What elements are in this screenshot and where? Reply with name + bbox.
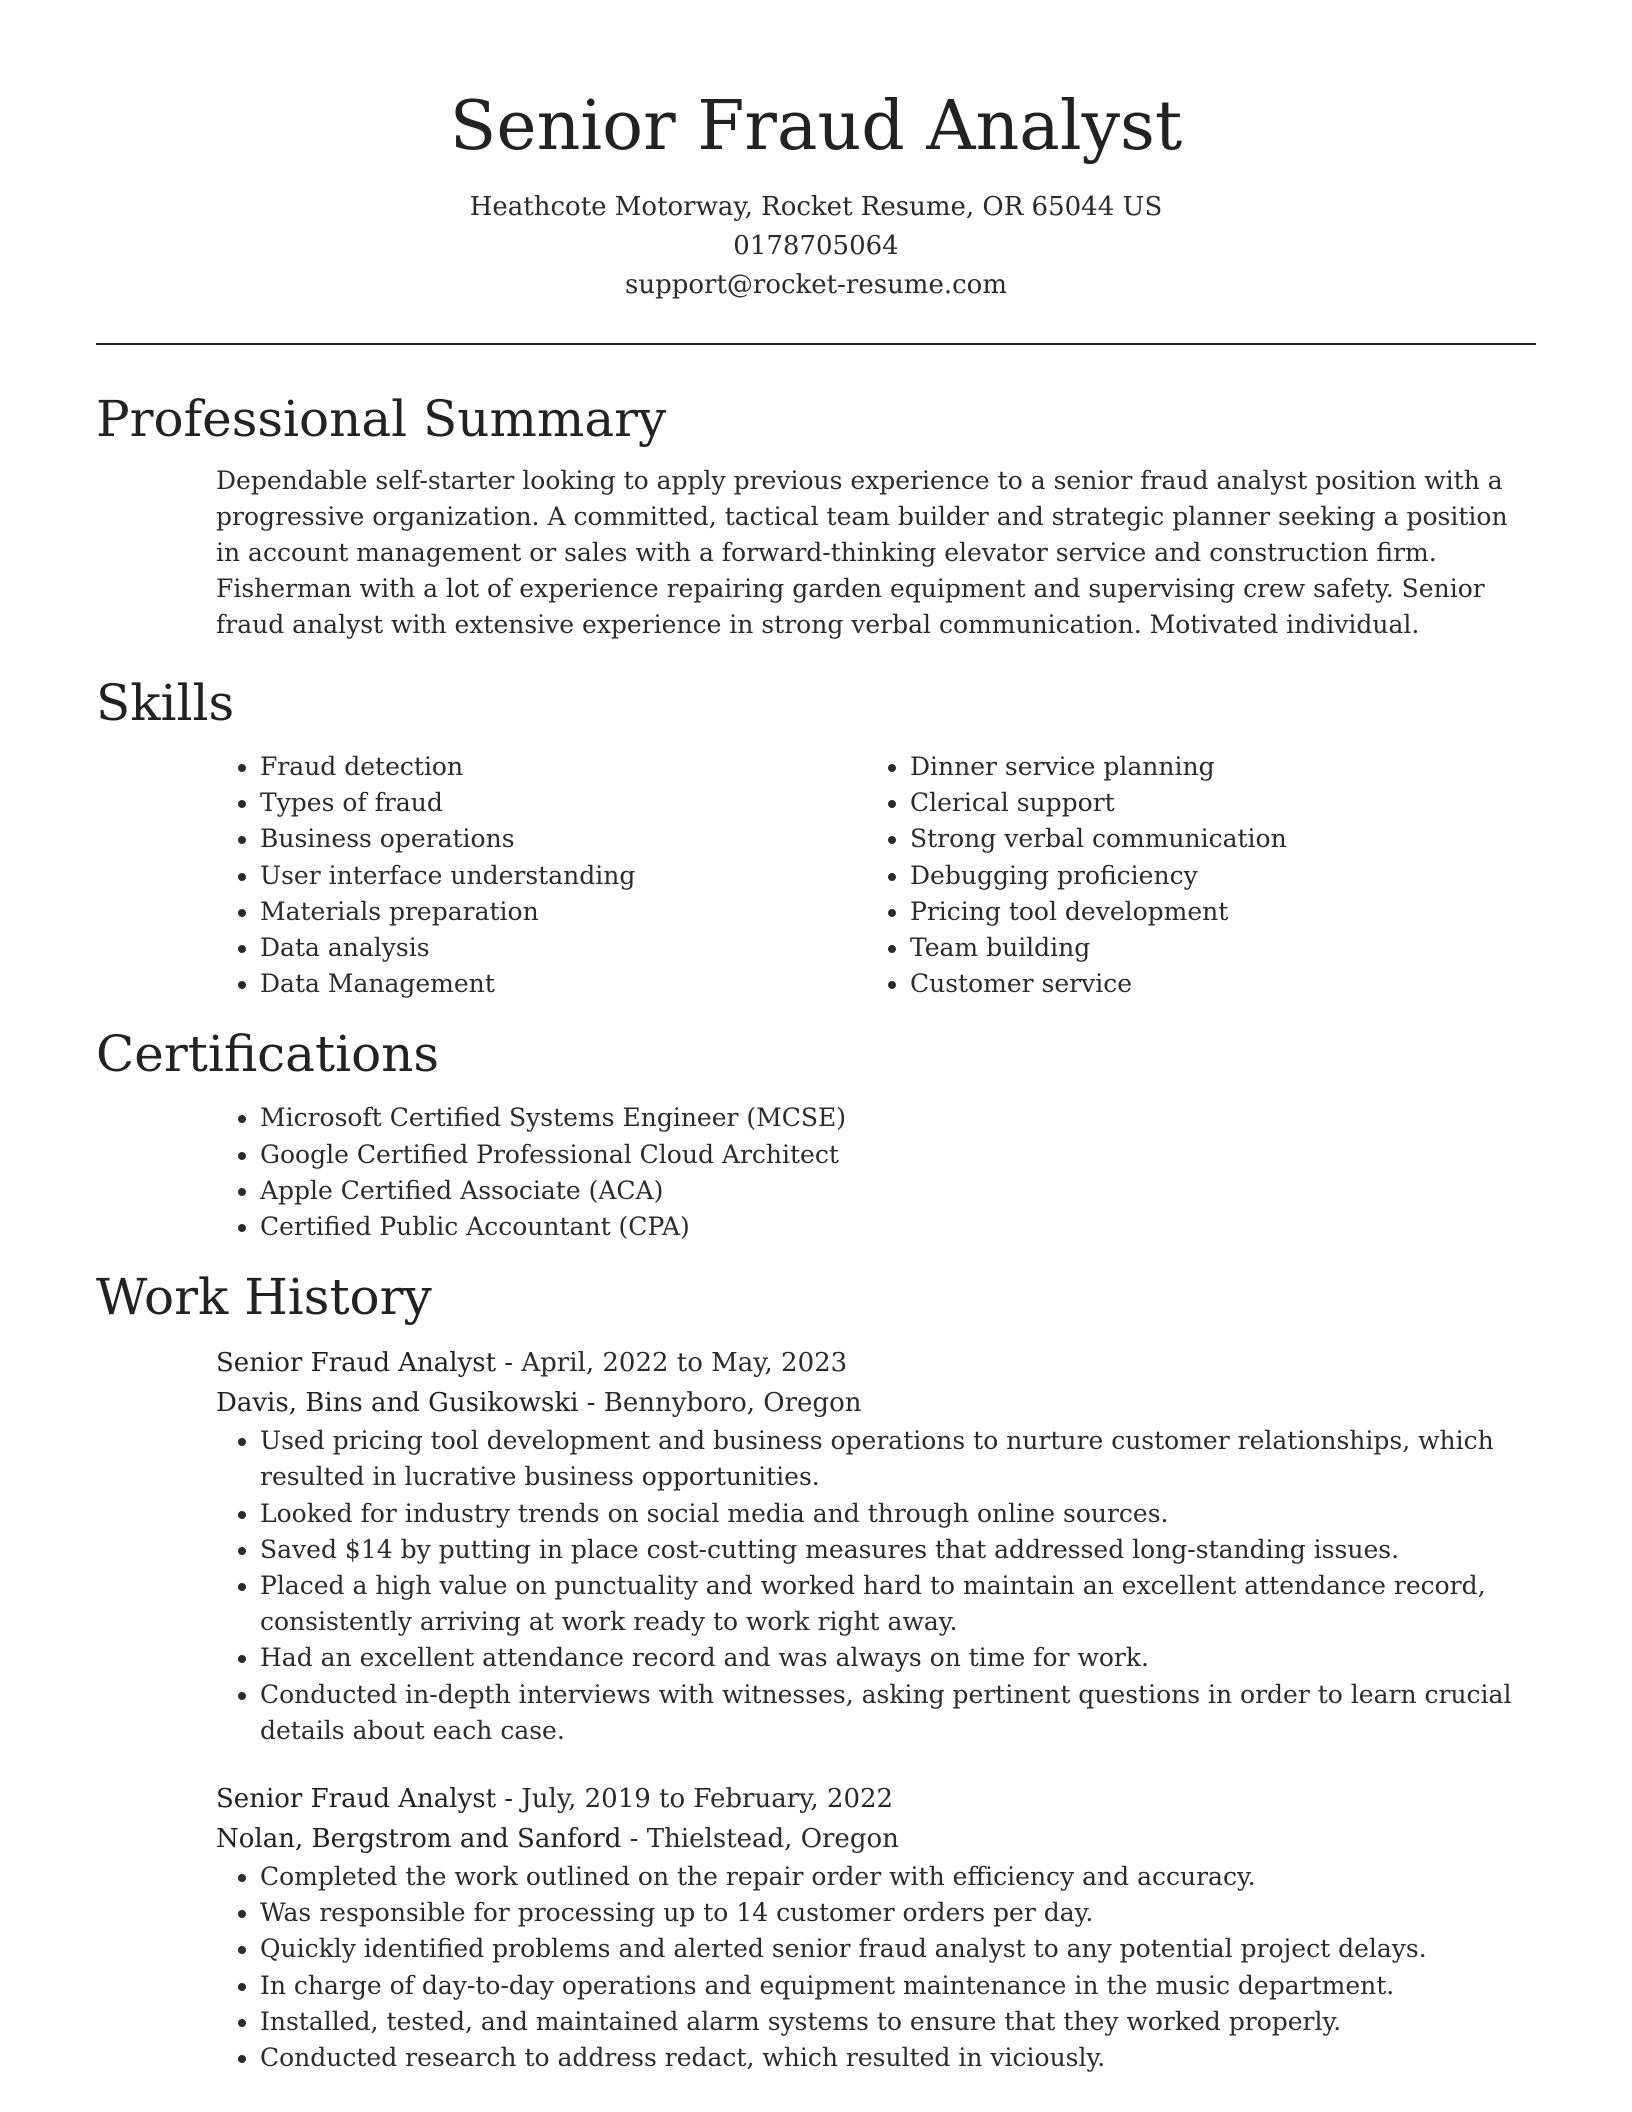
skill-item: • Strong verbal communication [910,821,1516,857]
skill-item: • Debugging proficiency [910,858,1516,894]
resume-page [96,0,1536,2076]
job-company: Nolan, Bergstrom and Sanford [216,1824,622,1855]
job-entry [216,1343,1536,1749]
skill-item: • Clerical support [910,785,1516,821]
skills-column-left [216,749,866,1002]
certification-item: • Certified Public Accountant (CPA) [260,1209,1536,1245]
job-title-line [216,1343,1536,1383]
summary-heading: Professional Summary [96,390,667,448]
skill-item: • Types of fraud [260,785,866,821]
job-bullet: • Conducted research to address redact, which resulted in viciously. [260,2040,1536,2076]
job-bullet: • Saved $14 by putting in place cost-cutting measures that addressed long-standing issues. [260,1532,1536,1568]
skills-list-right [866,749,1516,1002]
job-dates: - July, 2019 to February, 2022 [496,1784,894,1815]
skill-item: • Team building [910,930,1516,966]
skill-item: • Customer service [910,966,1516,1002]
contact-block [96,188,1536,305]
job-bullet: • Conducted in-depth interviews with witnesses, asking pertinent questions in order to learn crucial details about each case. [260,1677,1536,1749]
certifications-heading: Certifications [96,1025,440,1084]
skill-item: • Data Management [260,966,866,1002]
certifications-list [216,1100,1536,1245]
skill-item: • Data analysis [260,930,866,966]
job-bullets [216,1859,1536,2076]
header-divider [96,343,1536,345]
job-bullet: • Quickly identified problems and alerted senior fraud analyst to any potential project delays. [260,1931,1536,1967]
skills-column-right [866,749,1516,1002]
certifications-block [216,1100,1536,1245]
contact-phone: 0178705064 [733,231,899,261]
job-bullet: • Was responsible for processing up to 14 customer orders per day. [260,1895,1536,1931]
work-history-heading: Work History [96,1268,432,1327]
skill-item: • Pricing tool development [910,894,1516,930]
job-bullet: • Placed a high value on punctuality and worked hard to maintain an excellent attendance record, consistently arriving at work ready to work right away. [260,1568,1536,1640]
job-company-line [216,1383,1536,1423]
job-bullet: • Installed, tested, and maintained alarm systems to ensure that they worked properly. [260,2004,1536,2040]
job-dates: - April, 2022 to May, 2023 [496,1348,848,1379]
resume-header [96,0,1536,305]
contact-address: Heathcote Motorway, Rocket Resume, OR 65044 US [469,192,1163,222]
job-bullet: • In charge of day-to-day operations and equipment maintenance in the music department. [260,1968,1536,2004]
job-company-line [216,1819,1536,1859]
job-role: Senior Fraud Analyst [216,1784,497,1815]
skills-list-left [216,749,866,1002]
job-bullet: • Had an excellent attendance record and was always on time for work. [260,1640,1536,1676]
skill-item: • Business operations [260,821,866,857]
job-location: - Bennyboro, Oregon [578,1388,862,1419]
certification-item: • Microsoft Certified Systems Engineer (MCSE) [260,1100,1536,1136]
skill-item: • User interface understanding [260,858,866,894]
job-bullets [216,1423,1536,1749]
job-location: - Thielstead, Oregon [621,1824,899,1855]
skill-item: • Dinner service planning [910,749,1516,785]
job-title-line [216,1779,1536,1819]
job-bullet: • Completed the work outlined on the repair order with efficiency and accuracy. [260,1859,1536,1895]
certification-item: • Google Certified Professional Cloud Architect [260,1137,1536,1173]
contact-email: support@rocket-resume.com [624,270,1007,300]
skills-grid [216,749,1536,1002]
summary-text: Dependable self-starter looking to apply previous experience to a senior fraud analyst position with a progressive organization. A committed, tactical team builder and strategic planner seeking a position in account management or sales with a forward-thinking elevator service and construction firm. Fisherman with a lot of experience repairing garden equipment and supervising crew safety. Senior fraud analyst with extensive experience in strong verbal communication. Motivated individual. [216,466,1508,639]
skill-item: • Fraud detection [260,749,866,785]
job-entry [216,1779,1536,2076]
job-company: Davis, Bins and Gusikowski [216,1388,579,1419]
candidate-title: Senior Fraud Analyst [449,87,1183,166]
job-bullet: • Looked for industry trends on social media and through online sources. [260,1496,1536,1532]
job-bullet: • Used pricing tool development and business operations to nurture customer relationships, which resulted in lucrative business opportunities. [260,1423,1536,1495]
job-role: Senior Fraud Analyst [216,1348,497,1379]
skills-heading: Skills [96,674,235,732]
skill-item: • Materials preparation [260,894,866,930]
certification-item: • Apple Certified Associate (ACA) [260,1173,1536,1209]
